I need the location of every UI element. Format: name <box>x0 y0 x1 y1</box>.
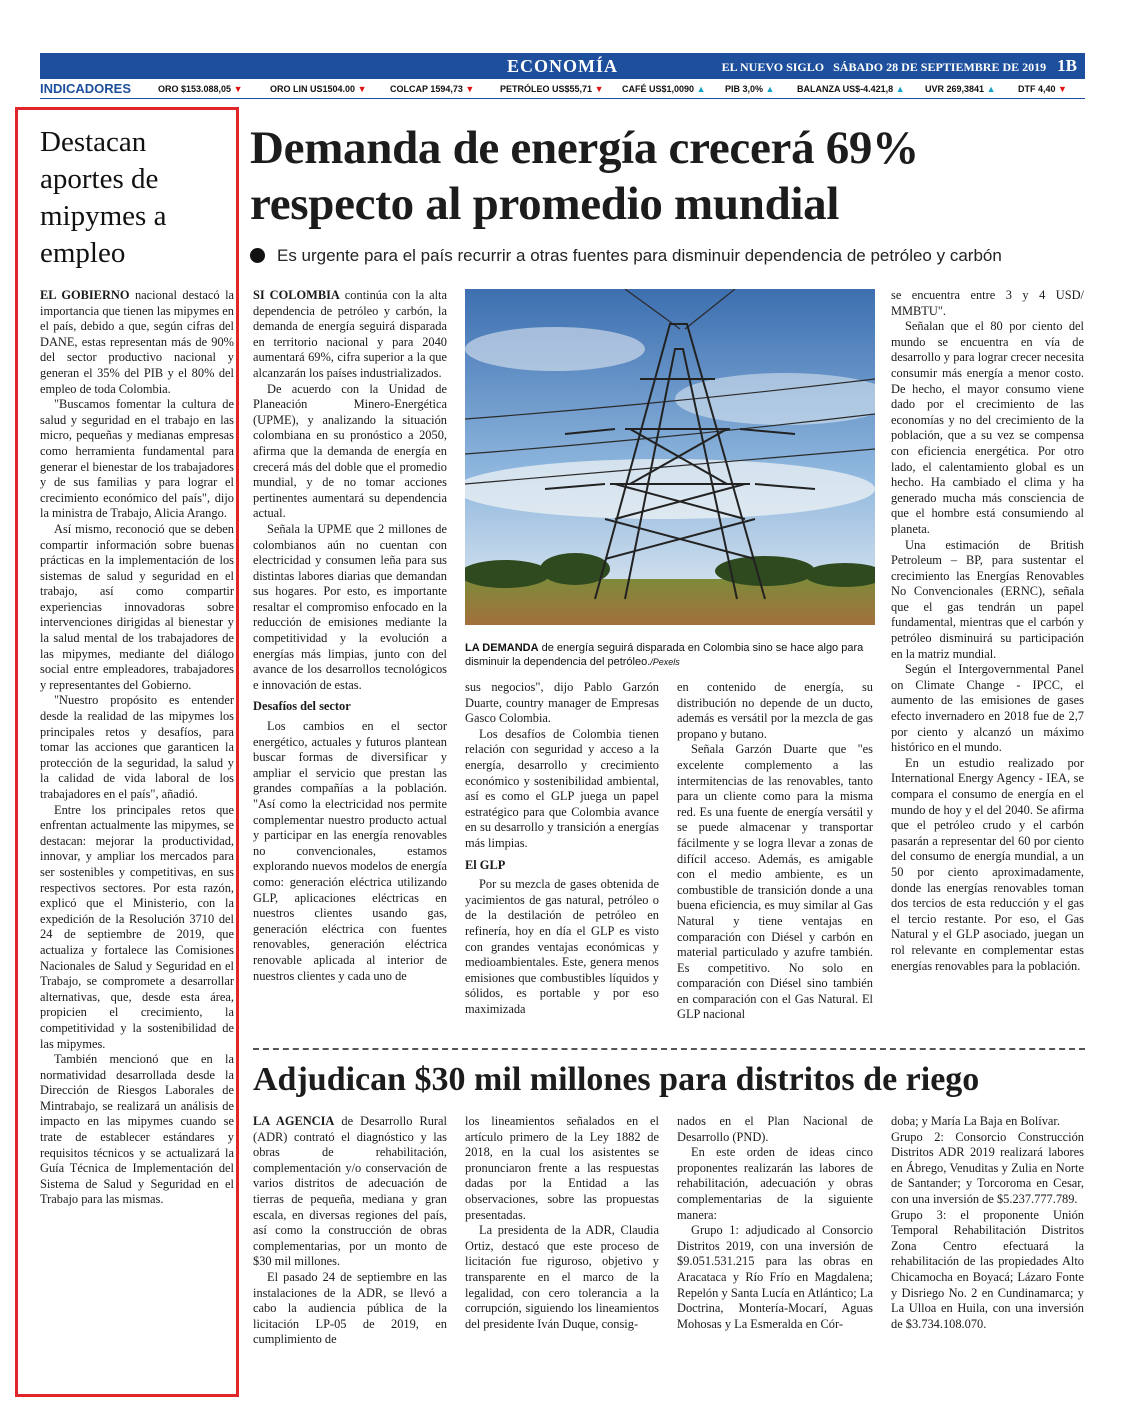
section-title: ECONOMÍA <box>507 56 618 76</box>
paper-masthead <box>722 53 1077 80</box>
indicator-oro-lin: ORO LIN US1504.00 ▼ <box>270 84 367 94</box>
bottom-headline: Adjudican $30 mil millones para distritos de riego <box>253 1061 980 1098</box>
section-subhead: El GLP <box>465 857 506 872</box>
main-subheadline: Es urgente para el país recurrir a otras fuentes para disminuir dependencia de petróleo y carbón <box>250 245 1090 267</box>
triangle-up-icon: ▲ <box>895 84 905 94</box>
paragraph: Señala la UPME que 2 millones de colombianos aún no cuentan con electricidad y consumen leña para sus distintas labores diarias que demandan sus hogares. Por esto, es importante resaltar el compromiso enfocado en la reducción de emisiones mediante la competitividad y la evolución a energías más limpias, junto con del avance de los desarrollos tecnológicos e innovación de estas. <box>253 521 447 692</box>
paragraph: "Nuestro propósito es entender desde la realidad de las mipymes los principales retos y desafíos, para tomar las acciones que garanticen la protección de la seguridad, la salud y la calidad de vida laboral de los trabajadores en el país", añadió. <box>40 693 234 801</box>
paragraph: Una estimación de British Petroleum – BP, para sustentar el crecimiento las Energías Renovables No Convencionales (ERNC), señala que el gas tendrán un papel fundamental, mientras que el carbón y petróleo disminuirá su participación en la matriz mundial. <box>891 537 1084 661</box>
paragraph: En un estudio realizado por International Energy Agency - IEA, se compara el consumo de energía en el mundo de hoy y el del 2040. Se afirma que el petróleo crudo y el carbón pasarán a representar del 60 por ciento del consumo de energía mundial, a un 50 por ciento aproximadamente, donde las energías renovables toman dos tercios de esta reducción y el gas el tercio restante. Por eso, el Gas Natural y el GLP asociado, juegan un rol relevante en complementar estas energías renovables para la población. <box>891 755 1084 973</box>
bottom-column-4 <box>891 1114 1084 1332</box>
section-header-bar <box>40 53 1085 79</box>
paragraph: Entre los principales retos que enfrentan actualmente las mipymes, se destacan: mejorar la productividad, innovar, y ampliar los mercados para ser sostenibles y competitivas, en sus respectivos sectores. Por esta razón, explicó que el Ministerio, con la expedición de la Resolución 3710 del 24 de septiembre de 2019, que actualiza y fortalece las Comisiones Nacionales de Salud y Seguridad en el Trabajo, se compromete a desarrollar alternativas, que, desde esta área, propicien el crecimiento, la competitividad y la sostenibilidad de las mipymes. <box>40 802 234 1051</box>
paragraph: "Buscamos fomentar la cultura de salud y seguridad en el trabajo en las micro, pequeñas y medianas empresas como herramienta fundamental para generar el bienestar de los trabajadores y de sus familias y para lograr el crecimiento económico del país", dijo la ministra de Trabajo, Alicia Arango. <box>40 397 234 521</box>
indicator-colcap: COLCAP 1594,73 ▼ <box>390 84 475 94</box>
paragraph: Señalan que el 80 por ciento del mundo se encuentra en vía de desarrollo y para lograr crecer necesita consumir más energía a menor costo. De hecho, el mayor consumo viene dado por el crecimiento de las economías y no del crecimiento de la población, que a su vez se compensa con eficiencia energética. Por otro lado, el calentamiento global es un hecho. Ha cambiado el clima y ha generado mucha más consciencia de que el hombre está consumiendo al planeta. <box>891 319 1084 536</box>
indicator-oro: ORO $153.088,05 ▼ <box>158 84 243 94</box>
indicator-balanza: BALANZA US$-4.421,8 ▲ <box>797 84 905 94</box>
bottom-column-2 <box>465 1114 659 1332</box>
triangle-up-icon: ▲ <box>986 84 996 94</box>
paragraph: Los cambios en el sector energético, actuales y futuros plantean buscar formas de diversificar y ampliar el servicio que prestan las grandes compañías a la población. "Así como la electricidad nos permite complementar nuestro producto actual y participar en las energía renovables no convencionales, estamos explorando nuevos modelos de energía como: generación eléctrica utilizando GLP, aplicaciones eléctricas en nuestros clientes usando gas, generación eléctrica con fuentes renovables, generación eléctrica renovable aplicada al interior de nuestros clientes y cada uno de <box>253 719 447 983</box>
paragraph: sus negocios", dijo Pablo Garzón Duarte, country manager de Empresas Gasco Colombia. <box>465 680 659 726</box>
paragraph: La presidenta de la ADR, Claudia Ortiz, destacó que este proceso de licitación fue riguroso, objetivo y transparente en el marco de la legalidad, con cero tolerancia a la corrupción, siguiendo los lineamientos del presidente Iván Duque, consig- <box>465 1223 659 1331</box>
triangle-up-icon: ▲ <box>696 84 706 94</box>
paragraph: Así mismo, reconoció que se deben compartir información sobre buenas prácticas en la implementación de los sistemas de salud y seguridad en el trabajo, así como compartir experiencias innovadoras sobre intervenciones dirigidas al bienestar y la salud mental de los trabajadores de las mipymes, mediante del diálogo social entre empleadores, trabajadores y representantes del Gobierno. <box>40 521 234 692</box>
caption-lead: LA DEMANDA <box>465 642 539 654</box>
power-tower-photo <box>465 289 875 625</box>
main-column-2 <box>465 680 659 1017</box>
paragraph: doba; y María La Baja en Bolívar. <box>891 1114 1060 1128</box>
paragraph: Por su mezcla de gases obtenida de yacimientos de gas natural, petróleo o de la destilación de petróleo en refinería, hoy en día el GLP es visto con grandes ventajas económicas y medioambientales. Este, genera menos emisiones que combustibles líquidos y sólidos, es portable y por eso maximizada <box>465 877 659 1016</box>
triangle-up-icon: ▲ <box>765 84 775 94</box>
paragraph: los lineamientos señalados en el artículo primero de la Ley 1882 de 2018, en la cual los asistentes se pronunciaron frente a las respuestas dadas por la Entidad a las observaciones, sobre las propuestas presentadas. <box>465 1114 659 1222</box>
main-column-4 <box>891 288 1084 974</box>
paragraph: en contenido de energía, su distribución no depende de un ducto, además es versátil por la mezcla de gas propano y butano. <box>677 680 873 741</box>
photo-caption: LA DEMANDA de energía seguirá disparada en Colombia sino se hace algo para disminuir la dependencia del petróleo./Pexels <box>465 642 864 668</box>
paragraph: nados en el Plan Nacional de Desarrollo (PND). <box>677 1114 873 1144</box>
page-number: 1B <box>1057 56 1077 75</box>
indicator-cafe: CAFÉ US$1,0090 ▲ <box>622 84 706 94</box>
paragraph: El pasado 24 de septiembre en las instalaciones de la ADR, se llevó a cabo la audiencia pública de la licitación LP-05 de 2019, en cumplimiento de <box>253 1269 447 1347</box>
paragraph: Grupo 1: adjudicado al Consorcio Distritos 2019, con una inversión de $9.051.531.215 para las obras en Aracataca y Río Frío en Magdalena; Repelón y Santa Lucía en Atlántico; La Doctrina, Montería-Mocarí, Aguas Mohosas y La Esmeralda en Cór- <box>677 1223 873 1331</box>
paragraph: Grupo 2: Consorcio Construcción Distritos ADR 2019 realizará labores en Ábrego, Venuditas y Zulia en Norte de Santander; y Torcoroma en Cesar, con una inversión de $5.237.777.789. <box>891 1129 1084 1206</box>
indicator-petroleo: PETRÓLEO US$55,71 ▼ <box>500 84 604 94</box>
bottom-column-1 <box>253 1114 447 1348</box>
paper-name: EL NUEVO SIGLO <box>721 60 825 74</box>
paragraph: De acuerdo con la Unidad de Planeación Minero-Energética (UPME), y analizando la situación colombiana en su pronóstico a 2050, afirma que la demanda de energía en crecerá más del doble que el promedio mundial, y de no tomar acciones pertinentes aumentará su dependencia actual. <box>253 381 447 521</box>
paragraph: En este orden de ideas cinco proponentes realizarán las labores de rehabilitación, adecuación y obras complementarias de la siguiente manera: <box>677 1145 873 1222</box>
indicator-pib: PIB 3,0% ▲ <box>725 84 775 94</box>
lead-in: EL GOBIERNO <box>40 288 130 302</box>
triangle-down-icon: ▼ <box>233 84 243 94</box>
indicator-dtf: DTF 4,40 ▼ <box>1018 84 1067 94</box>
indicator-uvr: UVR 269,3841 ▲ <box>925 84 996 94</box>
bottom-column-3 <box>677 1114 873 1332</box>
main-column-3 <box>677 680 873 1023</box>
paragraph: Según el Intergovernmental Panel on Climate Change - IPCC, el aumento de las emisiones de gases efecto invernadero en 2018 fue de 2,7 por ciento y alcanzó un máximo histórico en el mundo. <box>891 662 1084 755</box>
lead-in: LA AGENCIA <box>253 1114 335 1128</box>
indicators-bar <box>40 80 1085 99</box>
main-column-1 <box>253 288 447 984</box>
indicators-label: INDICADORES <box>40 81 132 96</box>
paragraph: EL GOBIERNO nacional destacó la importancia que tienen las mipymes en el país, debido a que, según cifras del DANE, estas representan más de 90% del sector productivo nacional y generan el 35% del PIB y el 80% del empleo de toda Colombia. <box>40 288 235 396</box>
main-headline: Demanda de energía crecerá 69% respecto al promedio mundial <box>250 122 919 230</box>
paragraph: Grupo 3: el proponente Unión Temporal Rehabilitación Distritos Zona Centro efectuará la rehabilitación de las propiedades Alto Chicamocha en Boyacá; Lázaro Fonte y Disriego No. 2 en Cundinamarca; y La Ulloa en Huila, con una inversión de $3.734.108.070. <box>891 1207 1084 1331</box>
issue-date: SÁBADO 28 DE SEPTIEMBRE DE 2019 <box>833 60 1047 74</box>
paragraph: Señala Garzón Duarte que "es excelente complemento a las intermitencias de las renovables, tanto para un cliente como para la misma red. Es una fuente de energía versátil y se puede almacenar y transportar fácilmente y se logra llevar a zonas de difícil acceso. Además, es amigable con el medio ambiente, es un combustible de transición donde a una buena eficiencia, es muy similar al Gas Natural y tiene ventajas en comparación con Diésel y carbón en material particulado y azufre también. Es competitivo. No solo en comparación con Diésel sino también en comparación con el Gas Natural. El GLP nacional <box>677 742 873 1022</box>
sidebar-article-body <box>40 288 234 1208</box>
triangle-down-icon: ▼ <box>594 84 604 94</box>
paragraph: También mencionó que en la normatividad desarrollada desde la Dirección de Riesgos Laborales de Mintrabajo, se realizará un análisis de impacto en las mipymes cuando se trate de establecer estándares y requisitos técnicos y se actualizará la Guía Técnica de Implementación del Sistema de Salud y Seguridad en el Trabajo para las mismas. <box>40 1052 234 1207</box>
article-divider <box>253 1048 1085 1050</box>
lead-in: SI COLOMBIA <box>253 288 340 302</box>
section-subhead: Desafíos del sector <box>253 699 351 714</box>
paragraph: SI COLOMBIA continúa con la alta dependencia de petróleo y carbón, la demanda de energía seguirá disparada en territorio nacional y para 2040 aumentará 69%, cifra superior a la que alcanzarán los países industrializados. <box>253 288 447 380</box>
bullet-icon <box>250 248 265 263</box>
triangle-down-icon: ▼ <box>357 84 367 94</box>
triangle-down-icon: ▼ <box>465 84 475 94</box>
paragraph: LA AGENCIA de Desarrollo Rural (ADR) contrató el diagnóstico y las obras de rehabilitación, complementación y/o conservación de varios distritos de adecuación de tierras de pequeña, mediana y gran escala, en diversas regiones del país, así como la construcción de obras complementarias, por un monto de $30 mil millones. <box>253 1114 447 1269</box>
paragraph: se encuentra entre 3 y 4 USD/ MMBTU". <box>891 288 1084 318</box>
triangle-down-icon: ▼ <box>1058 84 1067 94</box>
sidebar-headline: Destacan aportes de mipymes a empleo <box>40 126 167 269</box>
paragraph: Los desafíos de Colombia tienen relación con seguridad y acceso a la energía, desarrollo y crecimiento económico y sostenibilidad ambiental, así es como el GLP juega un papel estratégico para que Colombia avance en su desarrollo y transición a energías más limpias. <box>465 726 659 850</box>
photo-credit: /Pexels <box>650 657 680 667</box>
